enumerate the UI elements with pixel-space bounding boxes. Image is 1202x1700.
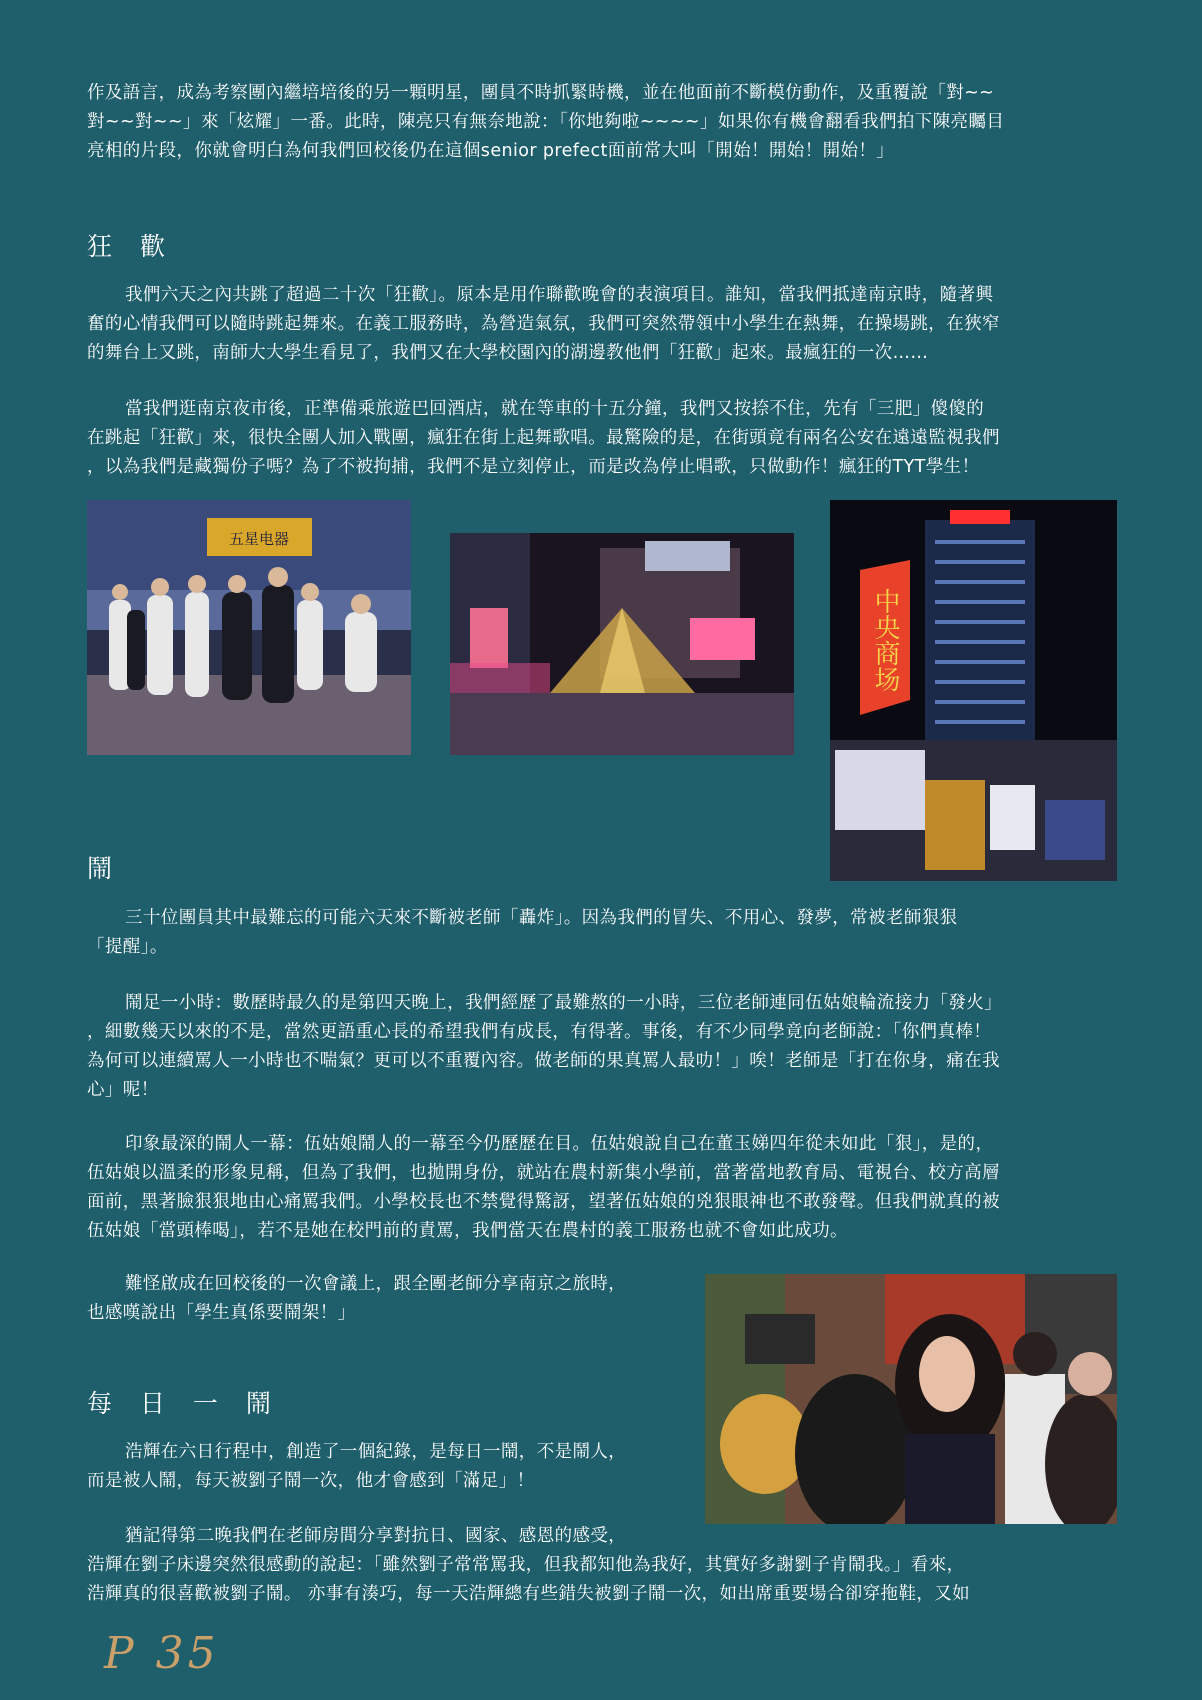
text-line: 面前，黑著臉狠狠地由心痛罵我們。小學校長也不禁覺得驚訝，望著伍姑娘的兇狠眼神也不敢發聲。但我們就真的被 [87, 1192, 1000, 1212]
photo-group-dancing [87, 500, 411, 755]
nao-paragraph-3 [87, 1130, 1127, 1246]
text-line: 鬧足一小時：數歷時最久的是第四天晚上，我們經歷了最難熬的一小時，三位老師連同伍姑娘輪流接力「發火」 [125, 993, 1003, 1013]
text-line: 浩輝在六日行程中，創造了一個紀錄，是每日一鬧，不是鬧人， [125, 1442, 627, 1462]
text-line: 的舞台上又跳，南師大大學生看見了，我們又在大學校園內的湖邊教他們「狂歡」起來。最瘋狂的一次…… [87, 343, 929, 363]
meiri-paragraph-1 [87, 1438, 687, 1496]
text-line: 浩輝在劉子床邊突然很感動的說起：「雖然劉子常常罵我，但我都知他為我好，其實好多謝劉子肯鬧我。」看來， [87, 1555, 965, 1575]
section-title-meiri-yinao: 每 日 一 鬧 [87, 1389, 281, 1418]
text-line: 伍姑娘以溫柔的形象見稱，但為了我們，也拋開身份，就站在農村新集小學前，當著當地教育局、電視台、校方高層 [87, 1163, 1000, 1183]
nao-paragraph-4 [87, 1270, 687, 1328]
text-line: 在跳起「狂歡」來，很快全團人加入戰團，瘋狂在街上起舞歌唱。最驚險的是，在街頭竟有兩名公安在遠遠監視我們 [87, 428, 1000, 448]
section-title-kuanghuan: 狂 歡 [87, 232, 175, 261]
meiri-paragraph-2 [87, 1522, 1127, 1609]
text-line: ，細數幾天以來的不是，當然更語重心長的希望我們有成長，有得著。事後，有不少同學竟向老師說：「你們真棒！ [87, 1022, 992, 1042]
photo-night-tower [830, 500, 1117, 881]
text-line: 浩輝真的很喜歡被劉子鬧。 亦事有湊巧，每一天浩輝總有些錯失被劉子鬧一次，如出席重要場合卻穿拖鞋，又如 [87, 1584, 971, 1604]
photo-tower-sign-text: 中央商场 [870, 588, 900, 692]
nao-paragraph-2 [87, 989, 1127, 1105]
text-line: 心」呢！ [87, 1080, 159, 1100]
photo-woman-crowd [705, 1274, 1117, 1524]
text-line: 猶記得第二晚我們在老師房間分享對抗日、國家、感恩的感受， [125, 1526, 627, 1546]
photo-sign-text: 五星电器 [228, 530, 290, 548]
text-line: 伍姑娘「當頭棒喝」，若不是她在校門前的責罵，我們當天在農村的義工服務也就不會如此成功。 [87, 1221, 848, 1241]
text-line: 當我們逛南京夜市後，正準備乘旅遊巴回酒店，就在等車的十五分鐘，我們又按捺不住，先有「三肥」傻傻的 [125, 399, 985, 419]
text-line: 亮相的片段，你就會明白為何我們回校後仍在這個senior prefect面前常大叫「開始！開始！開始！」 [87, 141, 895, 161]
text-line: 我們六天之內共跳了超過二十次「狂歡」。原本是用作聯歡晚會的表演項目。誰知，當我們抵達南京時，隨著興 [125, 285, 994, 305]
intro-paragraph [87, 79, 1127, 166]
text-line: 「提醒」。 [87, 937, 168, 957]
page-number: P 35 [104, 1628, 220, 1679]
text-line: 而是被人鬧，每天被劉子鬧一次，他才會感到「滿足」！ [87, 1471, 535, 1491]
text-line: 作及語言，成為考察團內繼培培後的另一顆明星，團員不時抓緊時機，並在他面前不斷模仿動作，及重覆說「對~~ [87, 83, 995, 103]
photo-night-plaza [450, 533, 794, 755]
text-line: ，以為我們是藏獨份子嗎？為了不被拘捕，我們不是立刻停止，而是改為停止唱歌，只做動作！瘋狂的TYT學生！ [87, 457, 980, 477]
kuanghuan-paragraph-1 [87, 281, 1127, 368]
text-line: 也感嘆說出「學生真係要鬧架！」 [87, 1303, 356, 1323]
text-line: 為何可以連續罵人一小時也不喘氣？更可以不重覆內容。做老師的果真罵人最叻！」唉！老師是「打在你身，痛在我 [87, 1051, 1000, 1071]
section-title-nao: 鬧 [87, 854, 123, 883]
nao-paragraph-1 [87, 904, 1127, 962]
text-line: 對~~對~~」來「炫耀」一番。此時，陳亮只有無奈地說：「你地夠啦~~~~」如果你有機會翻看我們拍下陳亮矚目 [87, 112, 1005, 132]
kuanghuan-paragraph-2 [87, 395, 1127, 482]
text-line: 印象最深的鬧人一幕：伍姑娘鬧人的一幕至今仍歷歷在目。伍姑娘說自己在董玉娣四年從未如此「狠」，是的， [125, 1134, 994, 1154]
text-line: 奮的心情我們可以隨時跳起舞來。在義工服務時，為營造氣氛，我們可突然帶領中小學生在熱舞，在操場跳，在狹窄 [87, 314, 1000, 334]
text-line: 難怪啟成在回校後的一次會議上，跟全團老師分享南京之旅時， [125, 1274, 627, 1294]
text-line: 三十位團員其中最難忘的可能六天來不斷被老師「轟炸」。因為我們的冒失、不用心、發夢，常被老師狠狠 [125, 908, 958, 928]
